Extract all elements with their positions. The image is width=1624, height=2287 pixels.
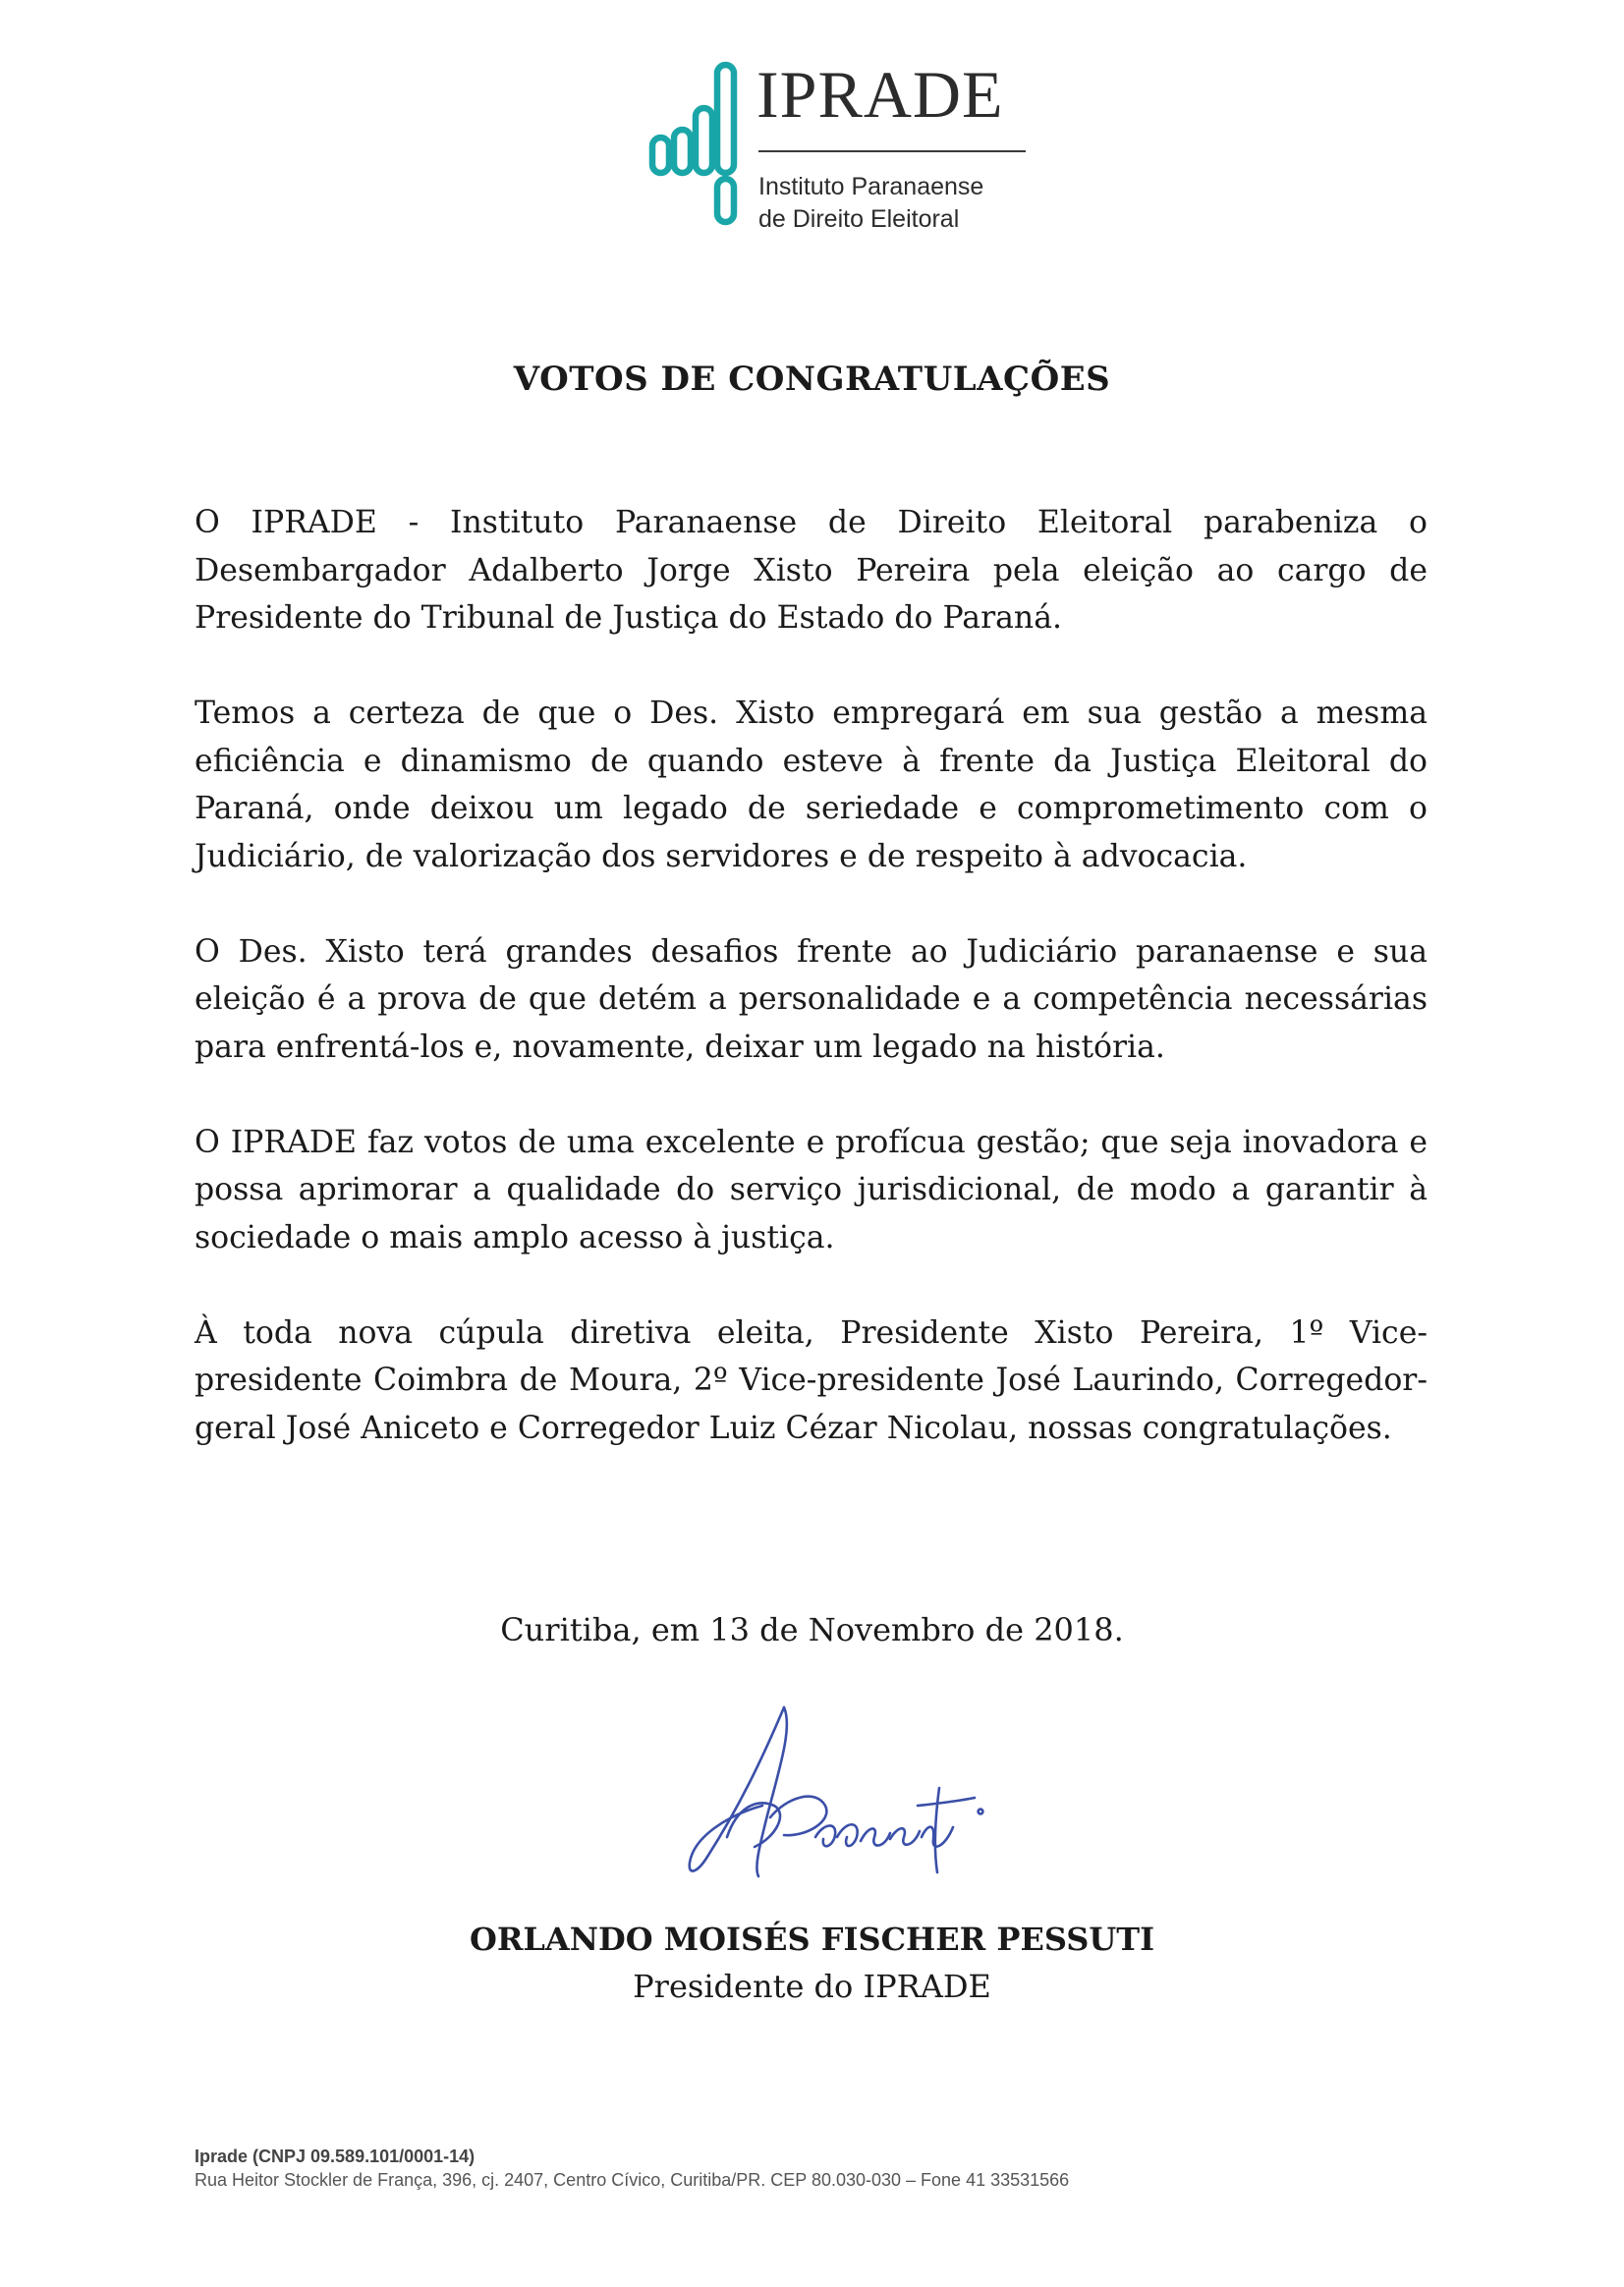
document-title: VOTOS DE CONGRATULAÇÕES [513,360,1111,399]
paragraph: Temos a certeza de que o Des. Xisto empregará em sua gestão a mesma eficiência e dinamismo de quando esteve à frente da Justiça Eleitoral do Paraná, onde deixou um legado de seriedade e comprometimento com o Judiciário, de valorização dos servidores e de respeito à advocacia. [195,696,1428,874]
date-line: Curitiba, em 13 de Novembro de 2018. [500,1611,1124,1648]
handwritten-signature [668,1690,1002,1906]
logo-name: IPRADE [756,57,1004,132]
paragraph: O IPRADE - Instituto Paranaense de Direito Eleitoral parabeniza o Desembargador Adalberto Jorge Xisto Pereira pela eleição ao cargo de Presidente do Tribunal de Justiça do Estado do Paraná. [195,505,1428,636]
paragraph: O Des. Xisto terá grandes desafios frente ao Judiciário paranaense e sua eleição é a prova de que detém a personalidade e a competência necessárias para enfrentá-los e, novamente, deixar um legado na história. [195,933,1428,1065]
signer-name: ORLANDO MOISÉS FISCHER PESSUTI [469,1921,1155,1958]
footer-company: Iprade (CNPJ 09.589.101/0001-14) [195,2147,476,2166]
logo-subtitle-line1: Instituto Paranaense [758,173,984,200]
logo-divider [758,150,1026,152]
iprade-logo [646,57,1039,244]
footer [195,2145,1069,2192]
letter-body [195,499,1428,1500]
paragraph: À toda nova cúpula diretiva eleita, Presidente Xisto Pereira, 1º Vice-presidente Coimbra de Moura, 2º Vice-presidente José Laurindo, Corregedor-geral José Aniceto e Corregedor Luiz Cézar Nicolau, nossas congratulações. [195,1314,1428,1446]
footer-address: Rua Heitor Stockler de França, 396, cj. 2407, Centro Cívico, Curitiba/PR. CEP 80.030-030 – Fone 41 33531566 [195,2170,1070,2190]
logo-subtitle [758,171,983,236]
signer-role: Presidente do IPRADE [633,1968,991,2005]
iprade-logo-mark-icon [646,57,755,234]
paragraph: O IPRADE faz votos de uma excelente e profícua gestão; que seja inovadora e possa aprimorar a qualidade do serviço jurisdicional, de modo a garantir à sociedade o mais amplo acesso à justiça. [195,1124,1428,1255]
logo-subtitle-line2: de Direito Eleitoral [758,205,960,233]
